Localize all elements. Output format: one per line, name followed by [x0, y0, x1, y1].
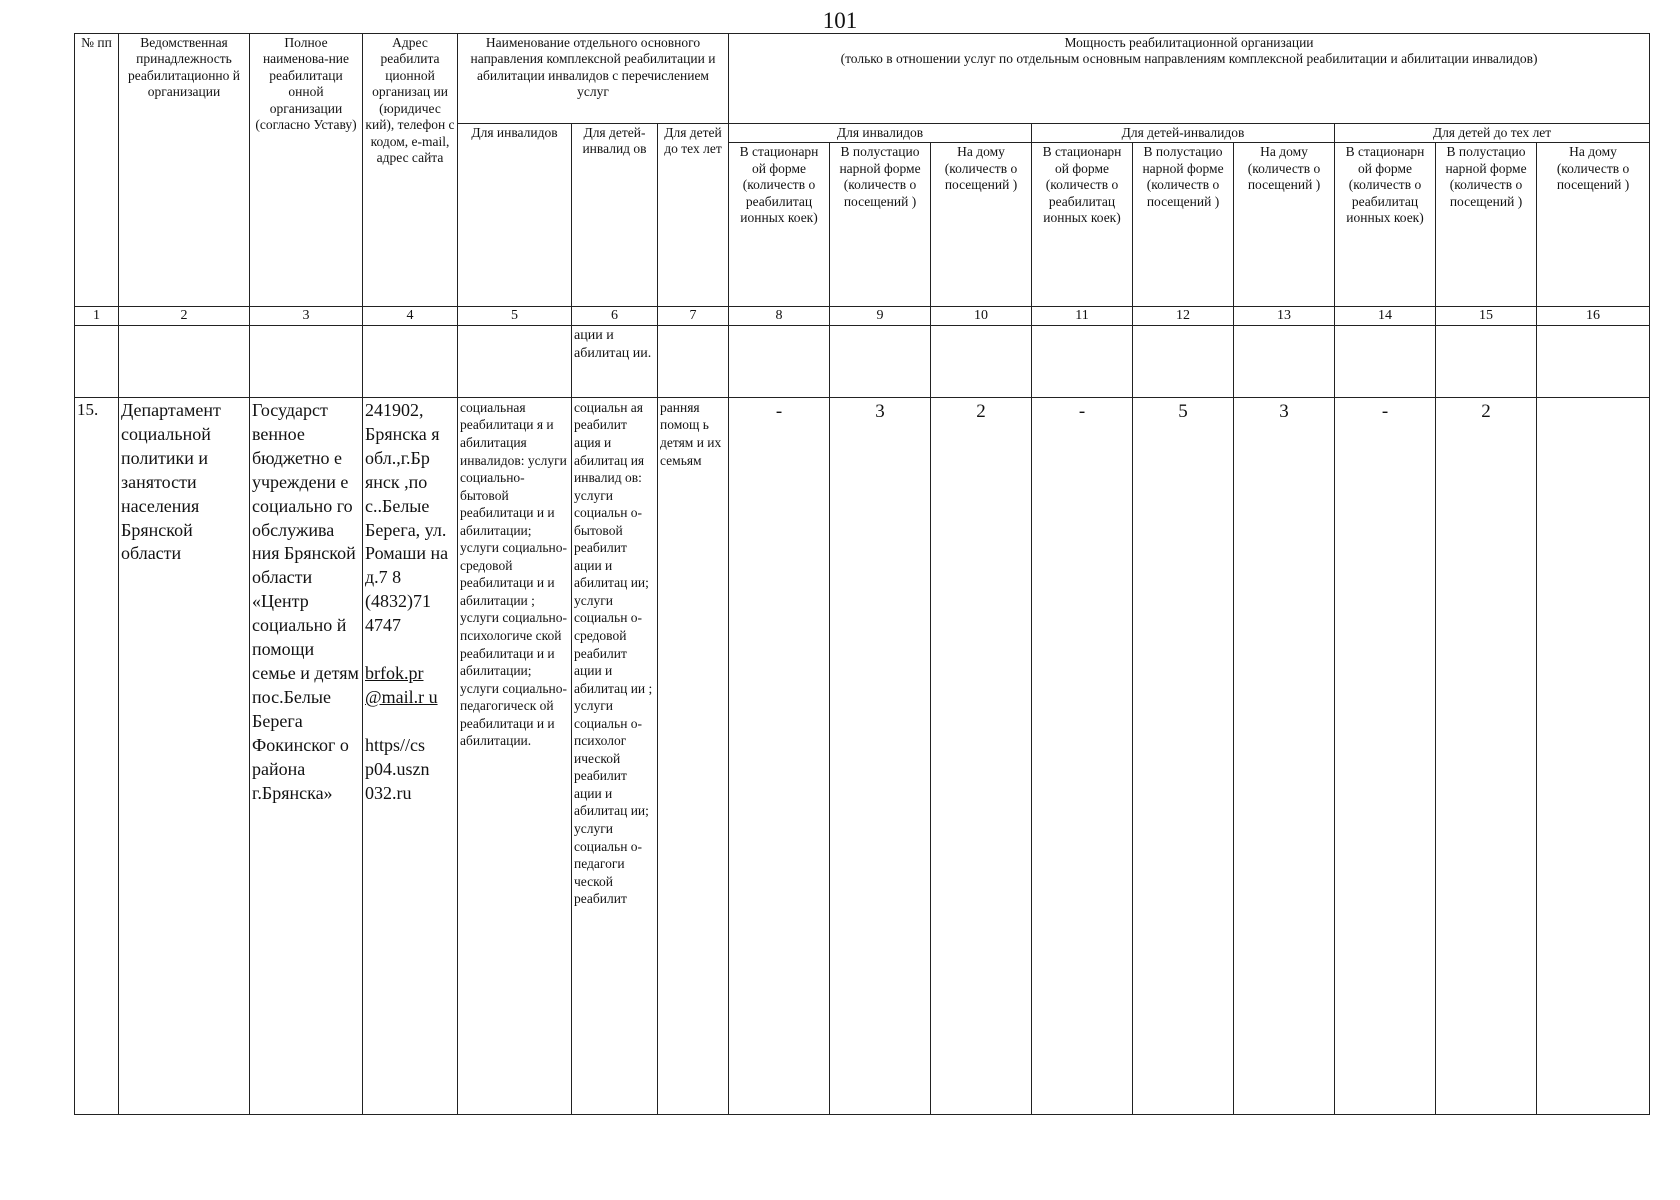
- continuation-cell: [1335, 325, 1436, 397]
- table-row: [75, 397, 1650, 1114]
- continuation-cell: [1234, 325, 1335, 397]
- header-capacity-title: Мощность реабилитационной организации: [1064, 35, 1314, 50]
- column-number: 11: [1032, 307, 1133, 325]
- header-home: На дому (количеств о посещений ): [1234, 143, 1335, 307]
- rehabilitation-organizations-table: [74, 33, 1650, 1115]
- column-number: 15: [1436, 307, 1537, 325]
- row-children-until-stationary: -: [1335, 397, 1436, 1114]
- row-website-link[interactable]: https//cs p04.uszn 032.ru: [365, 734, 430, 803]
- header-sub-children-invalids: Для детей-инвалидов: [1032, 124, 1335, 143]
- column-number: 5: [458, 307, 572, 325]
- row-number: 15.: [75, 397, 119, 1114]
- header-semistationary: В полустацио нарной форме (количеств о посещений ): [1436, 143, 1537, 307]
- row-children-invalids-stationary: -: [1032, 397, 1133, 1114]
- row-services-children-until: ранняя помощ ь детям и их семьям: [658, 397, 729, 1114]
- continuation-cell: [75, 325, 119, 397]
- continuation-cell: [363, 325, 458, 397]
- column-number: 10: [931, 307, 1032, 325]
- column-number: 9: [830, 307, 931, 325]
- header-stationary: В стационарн ой форме (количеств о реабилитац ионных коек): [1032, 143, 1133, 307]
- header-organization-name: Полное наименова-ние реабилитаци онной организации (согласно Уставу): [250, 34, 363, 307]
- row-invalids-semistationary: 3: [830, 397, 931, 1114]
- row-organization-name: Государст венное бюджетно е учреждени е социально го обслужива ния Брянской области «Центр социально й помощи семье и детям пос.Белые Берега Фокинског о района г.Брянска»: [250, 397, 363, 1114]
- header-capacity-group: [729, 34, 1650, 124]
- column-number: 3: [250, 307, 363, 325]
- continuation-cell: [658, 325, 729, 397]
- column-number: 12: [1133, 307, 1234, 325]
- row-email-link[interactable]: brfok.pr @mail.r u: [365, 663, 438, 708]
- header-number: № пп: [75, 34, 119, 307]
- column-number: 14: [1335, 307, 1436, 325]
- header-home: На дому (количеств о посещений ): [1537, 143, 1650, 307]
- row-department: Департамент социальной политики и занятости населения Брянской области: [119, 397, 250, 1114]
- continuation-cell: [119, 325, 250, 397]
- row-services-children-invalids: социальн ая реабилит ация и абилитац ия инвалид ов: услуги социальн о-бытовой реабилит ации и абилитац ии; услуги социальн о-средовой реабилит ации и абилитац ии ; услуги социальн о-психолог ической реабилит ации и абилитац ии; услуги социальн о-педагоги ческой реабилит: [572, 397, 658, 1114]
- row-invalids-home: 2: [931, 397, 1032, 1114]
- header-semistationary: В полустацио нарной форме (количеств о посещений ): [1133, 143, 1234, 307]
- column-number: 13: [1234, 307, 1335, 325]
- column-number: 1: [75, 307, 119, 325]
- row-address: 241902, Брянска я обл.,г.Бр янск ,по с..Белые Берега, ул. Ромаши на д.7 8: [365, 399, 449, 588]
- continuation-cell: [1537, 325, 1650, 397]
- header-services-group: Наименование отдельного основного направления комплексной реабилитации и абилитации инвалидов с перечислением услуг: [458, 34, 729, 124]
- row-children-until-home: [1537, 397, 1650, 1114]
- header-home: На дому (количеств о посещений ): [931, 143, 1032, 307]
- row-children-invalids-semistationary: 5: [1133, 397, 1234, 1114]
- header-address: Адрес реабилита ционной организац ии (юридичес кий), телефон с кодом, e-mail, адрес сайта: [363, 34, 458, 307]
- continuation-cell: [1032, 325, 1133, 397]
- header-stationary: В стационарн ой форме (количеств о реабилитац ионных коек): [729, 143, 830, 307]
- continuation-cell: [830, 325, 931, 397]
- row-address-cell: [363, 397, 458, 1114]
- continuation-cell: [931, 325, 1032, 397]
- header-sub-invalids: Для инвалидов: [729, 124, 1032, 143]
- continuation-cell: [458, 325, 572, 397]
- header-capacity-note: (только в отношении услуг по отдельным основным направлениям комплексной реабилитации и абилитации инвалидов): [840, 51, 1538, 67]
- header-services-invalids: Для инвалидов: [458, 124, 572, 307]
- header-department: Ведомственная принадлежность реабилитационно й организации: [119, 34, 250, 307]
- header-services-children-until: Для детей до тех лет: [658, 124, 729, 307]
- column-number: 8: [729, 307, 830, 325]
- page-number: 101: [822, 8, 858, 33]
- row-invalids-stationary: -: [729, 397, 830, 1114]
- column-number: 2: [119, 307, 250, 325]
- header-stationary: В стационарн ой форме (количеств о реабилитац ионных коек): [1335, 143, 1436, 307]
- row-services-invalids: социальная реабилитаци я и абилитация инвалидов: услуги социально-бытовой реабилитаци и и абилитации; услуги социально-средовой реабилитаци и и абилитации ; услуги социально-психологиче ской реабилитаци и и абилитации; услуги социально-педагогическ ой реабилитаци и и абилитации.: [458, 397, 572, 1114]
- row-children-invalids-home: 3: [1234, 397, 1335, 1114]
- continuation-cell: [250, 325, 363, 397]
- column-number: 16: [1537, 307, 1650, 325]
- continuation-cell: [729, 325, 830, 397]
- row-children-until-semistationary: 2: [1436, 397, 1537, 1114]
- continuation-services-children-invalids: ации и абилитац ии.: [572, 325, 658, 397]
- header-sub-children-until: Для детей до тех лет: [1335, 124, 1650, 143]
- column-number: 4: [363, 307, 458, 325]
- column-number: 7: [658, 307, 729, 325]
- row-phone: (4832)71 4747: [365, 591, 431, 636]
- continuation-cell: [1436, 325, 1537, 397]
- header-semistationary: В полустацио нарной форме (количеств о посещений ): [830, 143, 931, 307]
- continuation-cell: [1133, 325, 1234, 397]
- header-services-children-invalids: Для детей-инвалид ов: [572, 124, 658, 307]
- column-number: 6: [572, 307, 658, 325]
